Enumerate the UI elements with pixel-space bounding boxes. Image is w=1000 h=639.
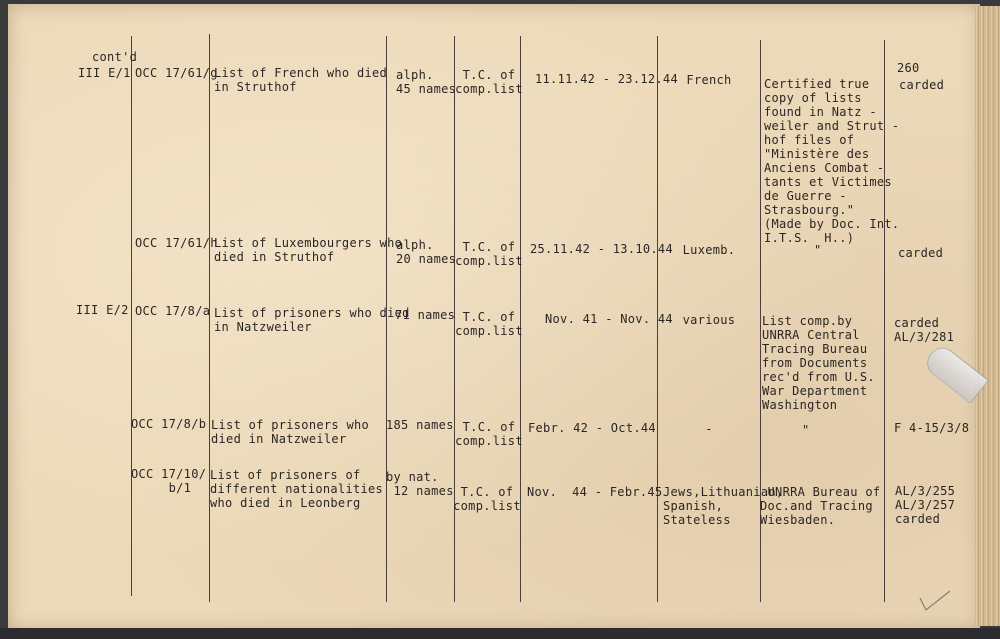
pencil-check-mark: [918, 588, 952, 614]
remarks: UNRRA Bureau of Doc.and Tracing Wiesbaden.: [760, 485, 881, 527]
reference-number: OCC 17/10/ b/1: [131, 467, 207, 495]
document-type: T.C. of comp.list: [455, 310, 523, 338]
count-note: 260: [897, 61, 920, 75]
date-range: Febr. 42 - Oct.44: [528, 421, 656, 435]
reference-number: OCC 17/61/g: [135, 66, 218, 80]
nationality: Luxemb.: [682, 243, 736, 257]
document-type: T.C. of comp.list: [455, 68, 523, 96]
page-edge-stack: [975, 6, 1000, 626]
section-label: III E/2: [76, 303, 129, 317]
status: carded AL/3/281: [894, 316, 955, 344]
reference-number: OCC 17/61/h: [135, 236, 218, 250]
column-rule: [131, 36, 132, 596]
status: carded: [898, 246, 944, 260]
name-count: 185 names: [386, 418, 454, 432]
reference-number: OCC 17/8/a: [135, 304, 211, 318]
date-range: 25.11.42 - 13.10.44: [530, 242, 673, 256]
book-binding: [0, 628, 1000, 639]
remarks: List comp.by UNRRA Central Tracing Bureau from Documents rec'd from U.S. War Department Washington: [762, 314, 875, 412]
name-count: alph. 45 names: [396, 68, 457, 96]
remarks: ": [814, 243, 822, 257]
continued-label: cont'd: [92, 50, 138, 64]
description: List of prisoners who died in Natzweiler: [211, 418, 370, 446]
reference-number: OCC 17/8/b: [131, 417, 207, 431]
status: AL/3/255 AL/3/257 carded: [895, 484, 956, 526]
remarks: Certified true copy of lists found in Natz - weiler and Strut - hof files of "Ministère des Anciens Combat - tants et Victimes de Guerre - Strasbourg." (Made by Doc. Int. I.T.S. H..): [764, 77, 900, 245]
description: List of prisoners of different nationalities who died in Leonberg: [210, 468, 384, 510]
document-type: T.C. of comp.list: [453, 485, 521, 513]
description: List of Luxembourgers who died in Struthof: [214, 236, 403, 264]
document-type: T.C. of comp.list: [455, 420, 523, 448]
status-note: carded: [899, 78, 945, 92]
column-rule: [209, 34, 210, 602]
name-count: alph. 20 names: [396, 238, 457, 266]
date-range: Nov. 41 - Nov. 44: [545, 312, 673, 326]
document-type: T.C. of comp.list: [455, 240, 523, 268]
name-count: by nat. 12 names: [386, 470, 454, 498]
remarks: ": [802, 423, 810, 437]
nationality: -: [705, 422, 713, 436]
section-label: III E/1: [78, 66, 131, 80]
nationality: French: [686, 73, 732, 87]
name-count: 71 names: [395, 308, 456, 322]
description: List of prisoners who died in Natzweiler: [214, 306, 410, 334]
date-range: 11.11.42 - 23.12.44: [535, 72, 678, 86]
description: List of French who died in Struthof: [214, 66, 388, 94]
nationality: Jews,Lithuanian, Spanish, Stateless: [663, 485, 784, 527]
date-range: Nov. 44 - Febr.45: [527, 485, 663, 499]
status: F 4-15/3/8: [894, 421, 970, 435]
nationality: various: [682, 313, 736, 327]
